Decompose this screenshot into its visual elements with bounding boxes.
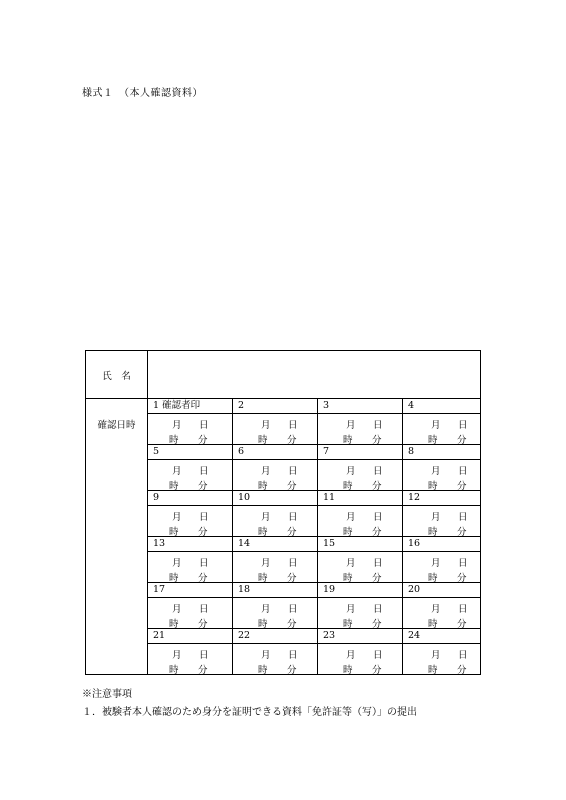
day-label: 日 — [288, 420, 298, 431]
month-label: 月 — [431, 512, 441, 523]
day-label: 日 — [458, 650, 468, 661]
datetime-cell[interactable] — [403, 460, 481, 491]
minute-label: 分 — [198, 527, 208, 538]
hour-label: 時 — [343, 435, 353, 446]
datetime-cell[interactable] — [403, 414, 481, 445]
day-label: 日 — [373, 604, 383, 615]
day-label: 日 — [373, 466, 383, 477]
slot-number: 22 — [233, 629, 318, 644]
hour-label: 時 — [258, 665, 268, 676]
month-label: 月 — [346, 558, 356, 569]
slot-number: 14 — [233, 537, 318, 552]
slot-number: 12 — [403, 491, 481, 506]
month-label: 月 — [431, 604, 441, 615]
slot-number: 5 — [148, 445, 233, 460]
month-label: 月 — [261, 420, 271, 431]
hour-label: 時 — [169, 665, 179, 676]
datetime-cell[interactable] — [233, 414, 318, 445]
notes-section — [82, 686, 417, 722]
month-label: 月 — [261, 558, 271, 569]
month-label: 月 — [172, 466, 182, 477]
datetime-cell[interactable] — [403, 552, 481, 583]
day-label: 日 — [288, 466, 298, 477]
slot-number: 13 — [148, 537, 233, 552]
month-label: 月 — [346, 512, 356, 523]
name-row — [86, 351, 481, 399]
month-label: 月 — [431, 420, 441, 431]
minute-label: 分 — [372, 435, 382, 446]
slot-number: 4 — [403, 399, 481, 414]
datetime-cell[interactable] — [148, 552, 233, 583]
datetime-cell[interactable] — [403, 644, 481, 675]
minute-label: 分 — [457, 481, 467, 492]
slot-number: 2 — [233, 399, 318, 414]
slot-number: 1 確認者印 — [148, 399, 233, 414]
month-label: 月 — [261, 512, 271, 523]
number-row — [86, 399, 481, 414]
hour-label: 時 — [169, 573, 179, 584]
hour-label: 時 — [428, 435, 438, 446]
hour-label: 時 — [343, 665, 353, 676]
month-label: 月 — [261, 466, 271, 477]
notes-item: １．被験者本人確認のため身分を証明できる資料「免許証等（写）」の提出 — [82, 707, 417, 718]
minute-label: 分 — [198, 481, 208, 492]
datetime-cell[interactable] — [148, 598, 233, 629]
slot-number: 17 — [148, 583, 233, 598]
slot-number: 15 — [318, 537, 403, 552]
day-label: 日 — [199, 420, 209, 431]
hour-label: 時 — [169, 435, 179, 446]
hour-label: 時 — [428, 573, 438, 584]
minute-label: 分 — [287, 619, 297, 630]
day-label: 日 — [288, 558, 298, 569]
day-label: 日 — [373, 420, 383, 431]
hour-label: 時 — [428, 527, 438, 538]
slot-number: 18 — [233, 583, 318, 598]
hour-label: 時 — [428, 619, 438, 630]
hour-label: 時 — [169, 619, 179, 630]
datetime-cell[interactable] — [233, 506, 318, 537]
month-label: 月 — [346, 604, 356, 615]
slot-number: 6 — [233, 445, 318, 460]
month-label: 月 — [346, 466, 356, 477]
month-label: 月 — [172, 604, 182, 615]
month-label: 月 — [346, 420, 356, 431]
datetime-cell[interactable] — [233, 644, 318, 675]
minute-label: 分 — [372, 527, 382, 538]
month-label: 月 — [172, 558, 182, 569]
month-label: 月 — [431, 558, 441, 569]
minute-label: 分 — [198, 665, 208, 676]
day-label: 日 — [458, 558, 468, 569]
datetime-cell[interactable] — [318, 644, 403, 675]
day-label: 日 — [199, 466, 209, 477]
day-label: 日 — [288, 512, 298, 523]
datetime-cell[interactable] — [318, 552, 403, 583]
month-label: 月 — [431, 466, 441, 477]
minute-label: 分 — [287, 573, 297, 584]
day-label: 日 — [458, 604, 468, 615]
minute-label: 分 — [198, 573, 208, 584]
slot-number: 11 — [318, 491, 403, 506]
day-label: 日 — [288, 650, 298, 661]
hour-label: 時 — [258, 481, 268, 492]
minute-label: 分 — [457, 435, 467, 446]
name-label: 氏 名 — [86, 351, 148, 399]
datetime-cell[interactable] — [233, 552, 318, 583]
slot-number: 9 — [148, 491, 233, 506]
minute-label: 分 — [372, 619, 382, 630]
datetime-cell[interactable] — [148, 644, 233, 675]
minute-label: 分 — [457, 573, 467, 584]
hour-label: 時 — [428, 665, 438, 676]
day-label: 日 — [458, 420, 468, 431]
minute-label: 分 — [198, 435, 208, 446]
datetime-cell[interactable] — [318, 598, 403, 629]
slot-number: 8 — [403, 445, 481, 460]
datetime-cell[interactable] — [318, 460, 403, 491]
slot-number: 7 — [318, 445, 403, 460]
day-label: 日 — [373, 512, 383, 523]
datetime-cell[interactable] — [403, 506, 481, 537]
day-label: 日 — [458, 466, 468, 477]
hour-label: 時 — [258, 619, 268, 630]
datetime-cell[interactable] — [233, 460, 318, 491]
hour-label: 時 — [258, 573, 268, 584]
hour-label: 時 — [258, 435, 268, 446]
minute-label: 分 — [287, 665, 297, 676]
month-label: 月 — [346, 650, 356, 661]
month-label: 月 — [172, 650, 182, 661]
datetime-cell[interactable] — [318, 506, 403, 537]
minute-label: 分 — [457, 619, 467, 630]
minute-label: 分 — [372, 573, 382, 584]
datetime-cell[interactable] — [318, 414, 403, 445]
name-field[interactable] — [148, 351, 481, 399]
slot-number: 24 — [403, 629, 481, 644]
datetime-cell[interactable] — [148, 460, 233, 491]
month-label: 月 — [261, 650, 271, 661]
day-label: 日 — [199, 650, 209, 661]
day-label: 日 — [199, 604, 209, 615]
day-label: 日 — [199, 512, 209, 523]
minute-label: 分 — [198, 619, 208, 630]
stamp-label: 確認者印 — [162, 400, 201, 411]
datetime-cell[interactable] — [233, 598, 318, 629]
day-label: 日 — [199, 558, 209, 569]
day-label: 日 — [288, 604, 298, 615]
month-label: 月 — [261, 604, 271, 615]
notes-title: ※注意事項 — [82, 689, 132, 700]
month-label: 月 — [172, 420, 182, 431]
month-label: 月 — [431, 650, 441, 661]
date-label: 確認日時 — [86, 399, 148, 675]
datetime-cell[interactable] — [148, 506, 233, 537]
slot-number: 3 — [318, 399, 403, 414]
datetime-cell[interactable] — [403, 598, 481, 629]
hour-label: 時 — [343, 481, 353, 492]
slot-number: 20 — [403, 583, 481, 598]
hour-label: 時 — [343, 527, 353, 538]
minute-label: 分 — [287, 435, 297, 446]
hour-label: 時 — [169, 527, 179, 538]
form-title: 様式１ （本人確認資料） — [82, 88, 203, 99]
hour-label: 時 — [428, 481, 438, 492]
minute-label: 分 — [457, 527, 467, 538]
hour-label: 時 — [343, 573, 353, 584]
minute-label: 分 — [287, 527, 297, 538]
minute-label: 分 — [457, 665, 467, 676]
month-label: 月 — [172, 512, 182, 523]
minute-label: 分 — [287, 481, 297, 492]
minute-label: 分 — [372, 665, 382, 676]
slot-number: 19 — [318, 583, 403, 598]
day-label: 日 — [373, 558, 383, 569]
day-label: 日 — [373, 650, 383, 661]
hour-label: 時 — [343, 619, 353, 630]
datetime-cell[interactable] — [148, 414, 233, 445]
confirmation-table — [85, 350, 481, 675]
minute-label: 分 — [372, 481, 382, 492]
slot-number: 10 — [233, 491, 318, 506]
day-label: 日 — [458, 512, 468, 523]
slot-number: 21 — [148, 629, 233, 644]
hour-label: 時 — [169, 481, 179, 492]
hour-label: 時 — [258, 527, 268, 538]
slot-number: 23 — [318, 629, 403, 644]
slot-number: 16 — [403, 537, 481, 552]
